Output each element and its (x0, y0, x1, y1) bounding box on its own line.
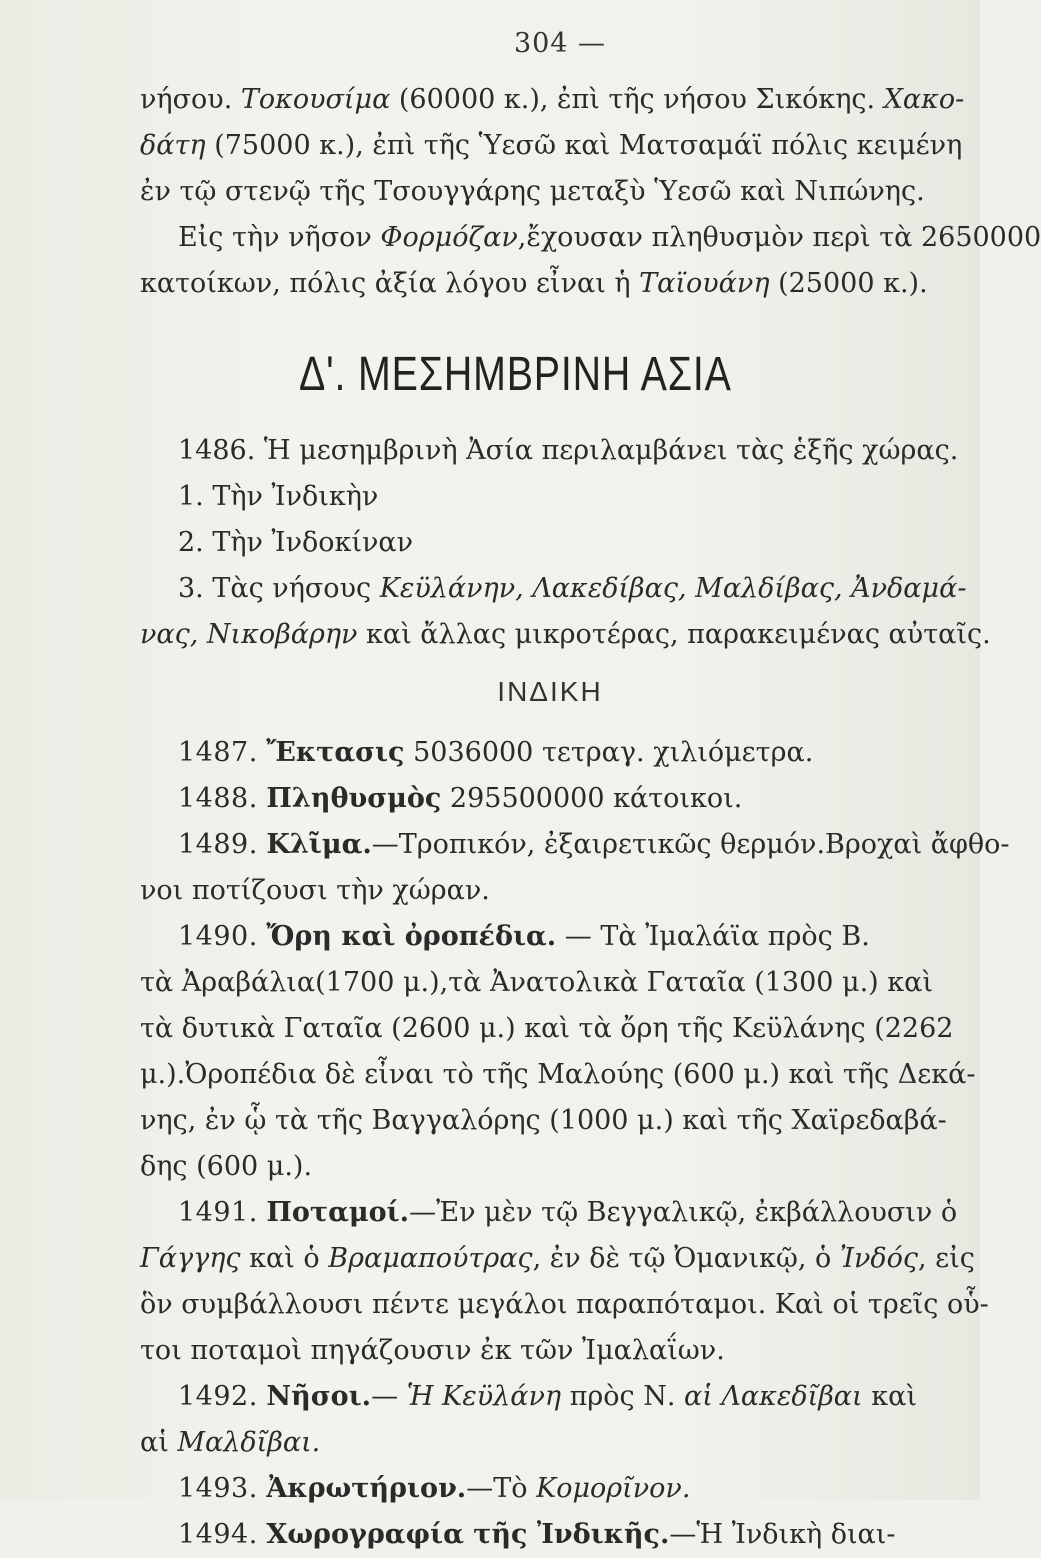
text-line: ἐν τῷ στενῷ τῆς Τσουγγάρης μεταξὺ Ὑεσῶ καὶ Νιπώνης. (140, 176, 925, 207)
text-line: 1492. Νῆσοι.— Ἡ Κεϋλάνη πρὸς Ν. αἱ Λακεδῖβαι καὶ (178, 1381, 917, 1412)
list-item: 1. Τὴν Ἰνδικὴν (178, 481, 379, 512)
text-line: νας, Νικοβάρην καὶ ἄλλας μικροτέρας, παρακειμένας αὐταῖς. (140, 619, 991, 650)
chapter-title: Δ'. ΜΕΣΗΜΒΡΙΝΗ ΑΣΙΑ (299, 348, 732, 401)
text-line: τοι ποταμοὶ πηγάζουσιν ἐκ τῶν Ἰμαλαΐων. (140, 1335, 725, 1366)
text-line: νήσου. Τοκουσίμα (60000 κ.), ἐπὶ τῆς νήσου Σικόκης. Χακο- (140, 84, 965, 115)
text-line: αἱ Μαλδῖβαι. (140, 1427, 321, 1458)
text-line: 1489. Κλῖμα.—Τροπικόν, ἐξαιρετικῶς θερμόν.Βροχαὶ ἄφθο- (178, 829, 1010, 860)
list-item: 3. Τὰς νήσους Κεϋλάνην, Λακεδίβας, Μαλδίβας, Ἀνδαμά- (178, 573, 967, 604)
section-title: ΙΝΔΙΚΗ (497, 676, 603, 707)
paragraph-1489 (140, 822, 1010, 914)
text-line: 1486. Ἡ μεσημβρινὴ Ἀσία περιλαμβάνει τὰς ἑξῆς χώρας. (178, 435, 959, 466)
text-line: δάτη (75000 κ.), ἐπὶ τῆς Ὑεσῶ καὶ Ματσαμάϊ πόλις κειμένη (140, 130, 963, 161)
paragraph-1492 (140, 1374, 940, 1466)
paragraph-1487: 1487. Ἔκτασις 5036000 τετραγ. χιλιόμετρα. (178, 737, 814, 768)
text-line: νοι ποτίζουσι τὴν χώραν. (140, 875, 490, 906)
paragraph-1486 (140, 428, 991, 658)
list-item: 2. Τὴν Ἰνδοκίναν (178, 527, 414, 558)
paragraph-1493: 1493. Ἀκρωτήριον.—Τὸ Κομορῖνον. (178, 1473, 691, 1504)
text-line: ὃν συμβάλλουσι πέντε μεγάλοι παραπόταμοι. Καὶ οἱ τρεῖς οὗ- (140, 1289, 989, 1320)
paragraph-1490 (140, 914, 976, 1190)
paragraph-1488: 1488. Πληθυσμὸς 295500000 κάτοικοι. (178, 783, 743, 814)
paragraph-1494: 1494. Χωρογραφία τῆς Ἰνδικῆς.—Ἡ Ἰνδικὴ διαι- (178, 1519, 896, 1550)
text-line: 1491. Ποταμοί.—Ἐν μὲν τῷ Βεγγαλικῷ, ἐκβάλλουσιν ὁ (178, 1197, 958, 1228)
text-line: Εἰς τὴν νῆσον Φορμόζαν,ἔχουσαν πληθυσμὸν περὶ τὰ 2650000 (178, 222, 1041, 253)
text-line: 1490. Ὄρη καὶ ὀροπέδια. — Τὰ Ἰμαλάϊα πρὸς Β. (178, 921, 870, 952)
text-line: τὰ δυτικὰ Γαταῖα (2600 μ.) καὶ τὰ ὄρη τῆς Κεϋλάνης (2262 (140, 1013, 954, 1044)
formosa-paragraph (140, 215, 1041, 307)
text-line: νης, ἐν ᾧ τὰ τῆς Βαγγαλόρης (1000 μ.) καὶ τῆς Χαϊρεδαβά- (140, 1105, 947, 1136)
text-line: τὰ Ἀραβάλια(1700 μ.),τὰ Ἀνατολικὰ Γαταῖα (1300 μ.) καὶ (140, 967, 933, 998)
text-line: Γάγγης καὶ ὁ Βραμαπούτρας, ἐν δὲ τῷ Ὀμανικῷ, ὁ Ἰνδός, εἰς (140, 1243, 975, 1274)
intro-paragraph (140, 77, 965, 215)
page-number: 304 — (513, 28, 607, 59)
text-line: μ.).Ὀροπέδια δὲ εἶναι τὸ τῆς Μαλούης (600 μ.) καὶ τῆς Δεκά- (140, 1059, 976, 1090)
text-line: δης (600 μ.). (140, 1151, 313, 1182)
paragraph-1491 (140, 1190, 989, 1374)
text-line: κατοίκων, πόλις ἀξία λόγου εἶναι ἡ Ταϊουάνη (25000 κ.). (140, 268, 928, 299)
